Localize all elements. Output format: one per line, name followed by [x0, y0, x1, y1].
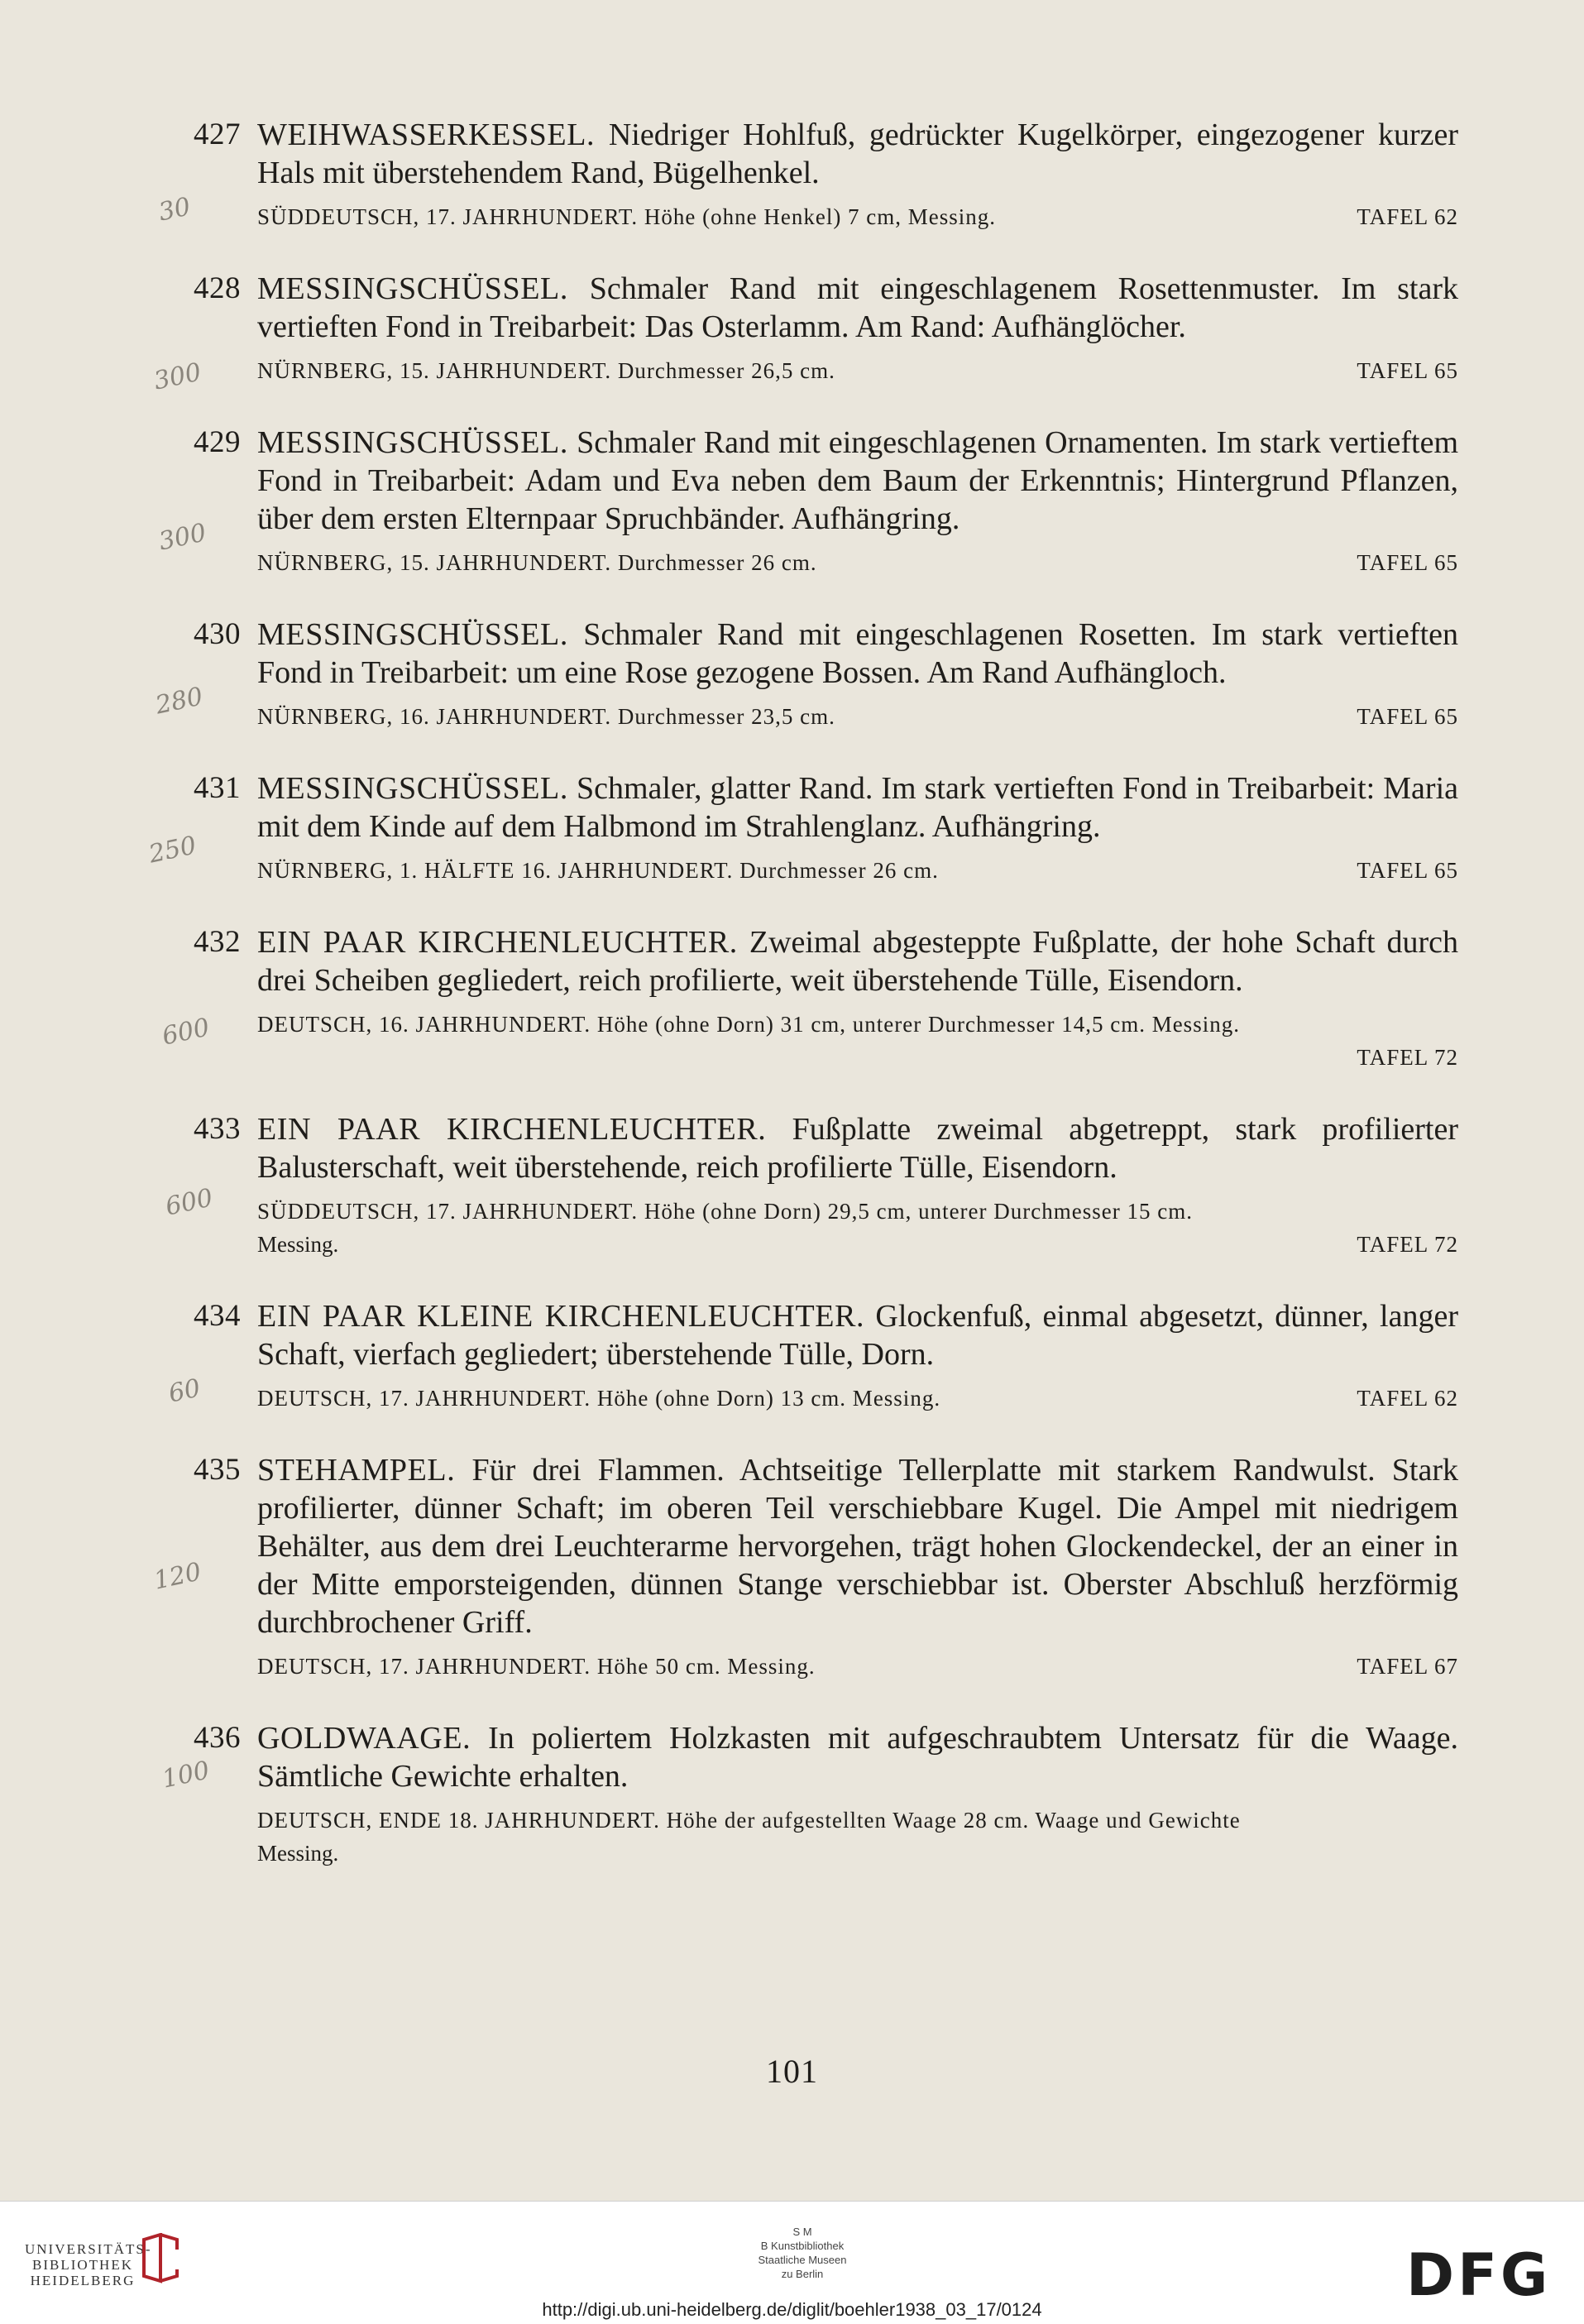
entry-text: In poliertem Holzkasten mit aufgeschraubtem Untersatz für die Waage. Sämtliche Gewichte erhalten. — [257, 1721, 1458, 1794]
entry-origin: NÜRNBERG, 1. HÄLFTE 16. JAHRHUNDERT. Durchmesser 26 cm. — [257, 858, 939, 883]
entry-text: Schmaler Rand mit eingeschlagenem Rosettenmuster. Im stark vertieften Fond in Treibarbeit: Das Osterlamm. Am Rand: Aufhänglöcher. — [257, 271, 1458, 344]
entry-plate: TAFEL 62 — [1357, 1386, 1458, 1411]
entry-meta — [257, 1650, 1458, 1683]
entry-origin: SÜDDEUTSCH, 17. JAHRHUNDERT. Höhe (ohne Dorn) 29,5 cm, unterer Durchmesser 15 cm. — [257, 1199, 1193, 1224]
handwritten-price: 300 — [151, 357, 204, 396]
entry-origin: NÜRNBERG, 15. JAHRHUNDERT. Durchmesser 26,5 cm. — [257, 358, 835, 383]
entry-title: EIN PAAR KIRCHENLEUCHTER. — [257, 1112, 767, 1147]
catalog-entry — [0, 270, 1584, 396]
digitization-footer — [0, 2201, 1584, 2324]
entry-number: 436 — [194, 1721, 241, 1755]
entry-plate: TAFEL 65 — [1357, 550, 1458, 575]
handwritten-price: 30 — [156, 192, 194, 228]
entry-plate: TAFEL 65 — [1357, 858, 1458, 883]
source-url[interactable]: http://digi.ub.uni-heidelberg.de/diglit/boehler1938_03_17/0124 — [542, 2299, 1042, 2320]
entry-meta — [257, 700, 1458, 733]
entry-title: GOLDWAAGE. — [257, 1721, 471, 1756]
catalog-entry — [0, 1110, 1584, 1261]
entry-number: 430 — [194, 617, 241, 651]
library-name-line: UNIVERSITÄTS- — [25, 2241, 152, 2257]
entry-number: 432 — [194, 925, 241, 959]
handwritten-price: 280 — [152, 682, 206, 721]
handwritten-price: 250 — [146, 831, 199, 870]
handwritten-price: 60 — [165, 1373, 203, 1409]
handwritten-price: 600 — [159, 1013, 213, 1052]
entry-meta — [257, 1008, 1458, 1074]
entry-description — [257, 1719, 1458, 1795]
handwritten-price: 120 — [151, 1557, 204, 1596]
entry-text: Glockenfuß, einmal abgesetzt, dünner, langer Schaft, vierfach gegliedert; überstehende Tülle, Dorn. — [257, 1299, 1458, 1372]
entry-origin: DEUTSCH, 17. JAHRHUNDERT. Höhe (ohne Dorn) 13 cm. Messing. — [257, 1386, 941, 1411]
handwritten-price: 300 — [156, 518, 209, 557]
library-name-line: HEIDELBERG — [30, 2273, 136, 2288]
handwritten-price: 100 — [159, 1756, 213, 1795]
entry-description — [257, 1110, 1458, 1186]
dfg-logo: DFG — [1406, 2241, 1552, 2309]
catalog-entry — [0, 923, 1584, 1074]
library-name — [25, 2241, 152, 2288]
entry-meta — [257, 1804, 1458, 1870]
catalog-entry — [0, 1719, 1584, 1870]
handwritten-price: 600 — [162, 1183, 216, 1222]
entry-meta — [257, 354, 1458, 387]
entry-origin: SÜDDEUTSCH, 17. JAHRHUNDERT. Höhe (ohne Henkel) 7 cm, Messing. — [257, 204, 997, 229]
entry-origin: DEUTSCH, ENDE 18. JAHRHUNDERT. Höhe der aufgestellten Waage 28 cm. Waage und Gewichte — [257, 1808, 1241, 1833]
entry-meta — [257, 200, 1458, 233]
catalog-entry — [0, 116, 1584, 233]
entry-number: 435 — [194, 1453, 241, 1487]
entry-description — [257, 923, 1458, 999]
museum-credit-line: S M — [792, 2226, 812, 2238]
entry-title: WEIHWASSERKESSEL. — [257, 117, 596, 152]
entry-number: 431 — [194, 771, 241, 805]
entry-description — [257, 1451, 1458, 1641]
entry-description — [257, 270, 1458, 346]
entry-number: 434 — [194, 1299, 241, 1333]
entry-text: Schmaler Rand mit eingeschlagenen Rosetten. Im stark vertieften Fond in Treibarbeit: um eine Rose gezogene Bossen. Am Rand Aufhängloch. — [257, 617, 1458, 690]
entry-number: 428 — [194, 271, 241, 305]
entry-text: Schmaler Rand mit eingeschlagenen Ornamenten. Im stark vertieftem Fond in Treibarbeit: Adam und Eva neben dem Baum der Erkenntnis; Hintergrund Pflanzen, über dem ersten Elternpaar Spruchbänder. Aufhängring. — [257, 425, 1458, 536]
entry-meta — [257, 546, 1458, 579]
entry-origin: NÜRNBERG, 15. JAHRHUNDERT. Durchmesser 26 cm. — [257, 550, 817, 575]
entry-title: MESSINGSCHÜSSEL. — [257, 425, 568, 460]
entry-plate: TAFEL 65 — [1357, 704, 1458, 729]
entry-material: Messing. — [257, 1232, 339, 1257]
museum-credit-line: Staatliche Museen — [758, 2254, 847, 2266]
entry-title: MESSINGSCHÜSSEL. — [257, 271, 568, 306]
museum-credit-line: zu Berlin — [781, 2268, 824, 2280]
entry-title: MESSINGSCHÜSSEL. — [257, 617, 568, 652]
catalog-entry — [0, 1297, 1584, 1415]
museum-credit — [744, 2225, 860, 2281]
entry-text: Schmaler, glatter Rand. Im stark vertieften Fond in Treibarbeit: Maria mit dem Kinde auf dem Halbmond im Strahlenglanz. Aufhängring. — [257, 771, 1458, 844]
entry-plate: TAFEL 72 — [1357, 1232, 1458, 1257]
entry-meta — [257, 1382, 1458, 1415]
entry-text: Zweimal abgesteppte Fußplatte, der hohe Schaft durch drei Scheiben gegliedert, reich profilierte, weit überstehende Tülle, Eisendorn. — [257, 925, 1459, 998]
entry-description — [257, 116, 1458, 192]
entry-number: 433 — [194, 1112, 241, 1146]
entry-plate: TAFEL 72 — [1357, 1045, 1458, 1070]
entry-title: MESSINGSCHÜSSEL. — [257, 771, 568, 806]
entry-text: Für drei Flammen. Achtseitige Tellerplatte mit starkem Randwulst. Stark profilierter, dünner Schaft; im oberen Teil verschiebbare Kugel. Die Ampel mit niedrigem Behälter, aus dem drei Leuchterarme hervorgehen, trägt hohen Glockendeckel, der an einer in der Mitte emporsteigenden, dünnen Stange verschiebbar ist. Oberster Abschluß herzförmig durchbrochener Griff. — [257, 1453, 1458, 1640]
entry-description — [257, 424, 1458, 538]
entry-origin: DEUTSCH, 16. JAHRHUNDERT. Höhe (ohne Dorn) 31 cm, unterer Durchmesser 14,5 cm. Messing. — [257, 1012, 1240, 1037]
entry-text: Niedriger Hohlfuß, gedrückter Kugelkörper, eingezogener kurzer Hals mit überstehendem Rand, Bügelhenkel. — [257, 117, 1458, 190]
entry-meta — [257, 854, 1458, 887]
entry-description — [257, 1297, 1458, 1373]
entry-meta — [257, 1195, 1458, 1261]
entry-material: Messing. — [257, 1841, 339, 1866]
entry-description — [257, 769, 1458, 846]
entry-description — [257, 616, 1458, 692]
entry-list — [0, 116, 1584, 1906]
entry-origin: DEUTSCH, 17. JAHRHUNDERT. Höhe 50 cm. Messing. — [257, 1654, 816, 1679]
catalog-entry — [0, 769, 1584, 887]
entry-title: EIN PAAR KIRCHENLEUCHTER. — [257, 925, 738, 960]
entry-number: 427 — [194, 117, 241, 151]
catalog-entry — [0, 424, 1584, 579]
library-name-line: BIBLIOTHEK — [32, 2257, 133, 2273]
entry-origin: NÜRNBERG, 16. JAHRHUNDERT. Durchmesser 23,5 cm. — [257, 704, 835, 729]
entry-plate: TAFEL 67 — [1357, 1654, 1458, 1679]
museum-credit-line: B Kunstbibliothek — [760, 2240, 845, 2252]
entry-plate: TAFEL 62 — [1357, 204, 1458, 229]
entry-title: EIN PAAR KLEINE KIRCHENLEUCHTER. — [257, 1299, 865, 1334]
entry-plate: TAFEL 65 — [1357, 358, 1458, 383]
entry-title: STEHAMPEL. — [257, 1453, 456, 1488]
entry-text: Fußplatte zweimal abgetreppt, stark profilierter Balusterschaft, weit überstehende, reich profilierte Tülle, Eisendorn. — [257, 1112, 1458, 1185]
entry-number: 429 — [194, 425, 241, 459]
catalog-entry — [0, 1451, 1584, 1683]
library-logo-icon — [139, 2233, 182, 2284]
catalog-entry — [0, 616, 1584, 733]
page-number: 101 — [766, 2053, 818, 2090]
